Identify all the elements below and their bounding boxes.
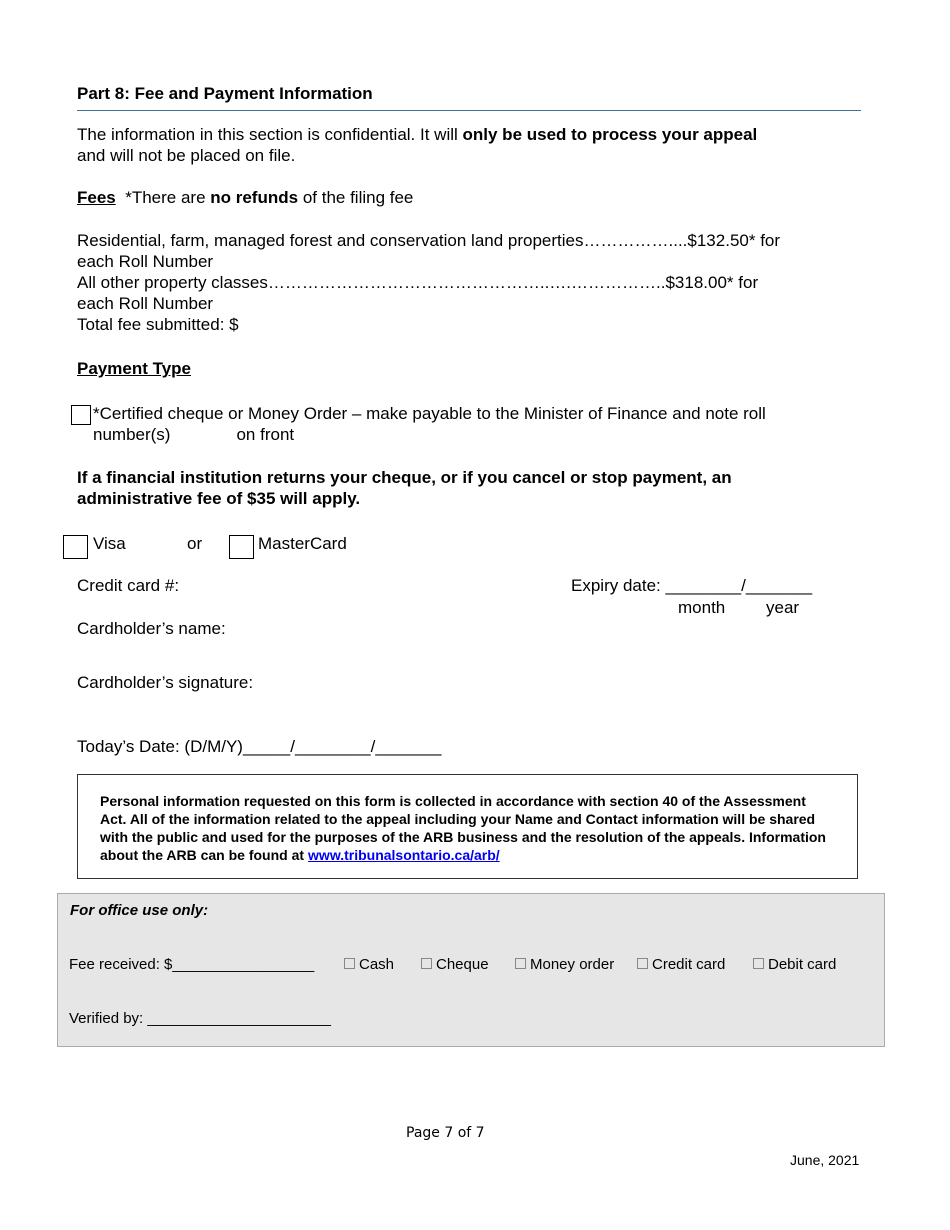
arb-website-link[interactable]: www.tribunalsontario.ca/arb/ [308,847,500,863]
option-debit-card-label: Debit card [768,956,837,973]
office-use-heading: For office use only: [70,902,209,919]
credit-card-checkbox-icon [637,958,648,969]
total-fee-label: Total fee submitted: $ [77,315,239,334]
option-debit-card[interactable] [753,956,836,973]
intro-line2: and will not be placed on file. [77,146,296,165]
or-label: or [187,534,203,553]
cheque-line2a: number(s) [93,425,171,444]
fees-heading-row [77,187,413,208]
intro-line1-bold: only be used to process your appeal [462,125,758,144]
visa-label: Visa [93,534,126,553]
fees-note-bold: no refunds [210,188,299,207]
option-credit-card-label: Credit card [652,956,726,973]
mastercard-label: MasterCard [258,534,347,553]
todays-date-label: Today’s Date: (D/M/Y)_____/________/_______ [77,737,442,756]
cheque-checkbox-icon [421,958,432,969]
credit-card-number-label: Credit card #: [77,576,180,595]
cheque-option [93,403,873,445]
intro-text [77,124,867,166]
privacy-text: Personal information requested on this form is collected in accordance with section 40 of the Assessment Act. All of the information related to the appeal including your Name and Contact information will be shared with the public and used for the purposes of the ARB business and the resolution of the appeals. Information about the ARB can be found at [100,793,826,863]
cheque-checkbox[interactable] [71,405,91,425]
option-cheque[interactable] [421,956,489,973]
revision-date: June, 2021 [790,1152,860,1168]
part-title: Part 8: Fee and Payment Information [77,84,373,103]
cheque-line1: *Certified cheque or Money Order – make payable to the Minister of Finance and note roll [93,404,766,423]
option-credit-card[interactable] [637,956,725,973]
expiry-month-label: month [678,598,726,617]
fees-note-prefix: *There are [125,188,211,207]
option-cash-label: Cash [359,956,395,973]
fees-note-suffix: of the filing fee [298,188,414,207]
warning-line2: administrative fee of $35 will apply. [77,489,361,508]
visa-checkbox[interactable] [63,535,88,559]
mastercard-checkbox[interactable] [229,535,254,559]
office-use-panel [57,893,885,1047]
cardholder-name-label: Cardholder’s name: [77,619,226,638]
option-money-order[interactable] [515,956,614,973]
option-cash[interactable] [344,956,394,973]
page-number: Page 7 of 7 [406,1125,485,1141]
warning-line1: If a financial institution returns your cheque, or if you cancel or stop payment, an [77,468,732,487]
verified-by-label: Verified by: ______________________ [69,1010,331,1027]
fee-received-label: Fee received: $_________________ [69,956,315,973]
expiry-date-label: Expiry date: ________/_______ [571,576,813,595]
returned-cheque-warning [77,467,867,509]
fee-other-line2: each Roll Number [77,294,214,313]
fee-other-line1: All other property classes…………………………………………..….……………..$318.00* for [77,273,759,292]
option-cheque-label: Cheque [436,956,489,973]
fee-schedule [77,230,867,335]
cheque-line2b: on front [236,425,295,444]
fees-heading: Fees [77,188,116,207]
money-order-checkbox-icon [515,958,526,969]
intro-line1-normal: The information in this section is confidential. It will [77,125,463,144]
cash-checkbox-icon [344,958,355,969]
privacy-notice [77,774,858,879]
cardholder-signature-label: Cardholder’s signature: [77,673,254,692]
fee-residential-line1: Residential, farm, managed forest and conservation land properties……………....$132.50* for [77,231,781,250]
debit-card-checkbox-icon [753,958,764,969]
option-money-order-label: Money order [530,956,615,973]
fee-residential-line2: each Roll Number [77,252,214,271]
payment-type-heading: Payment Type [77,359,192,378]
expiry-year-label: year [766,598,800,617]
payment-heading-row [77,358,191,379]
title-divider [77,110,861,111]
